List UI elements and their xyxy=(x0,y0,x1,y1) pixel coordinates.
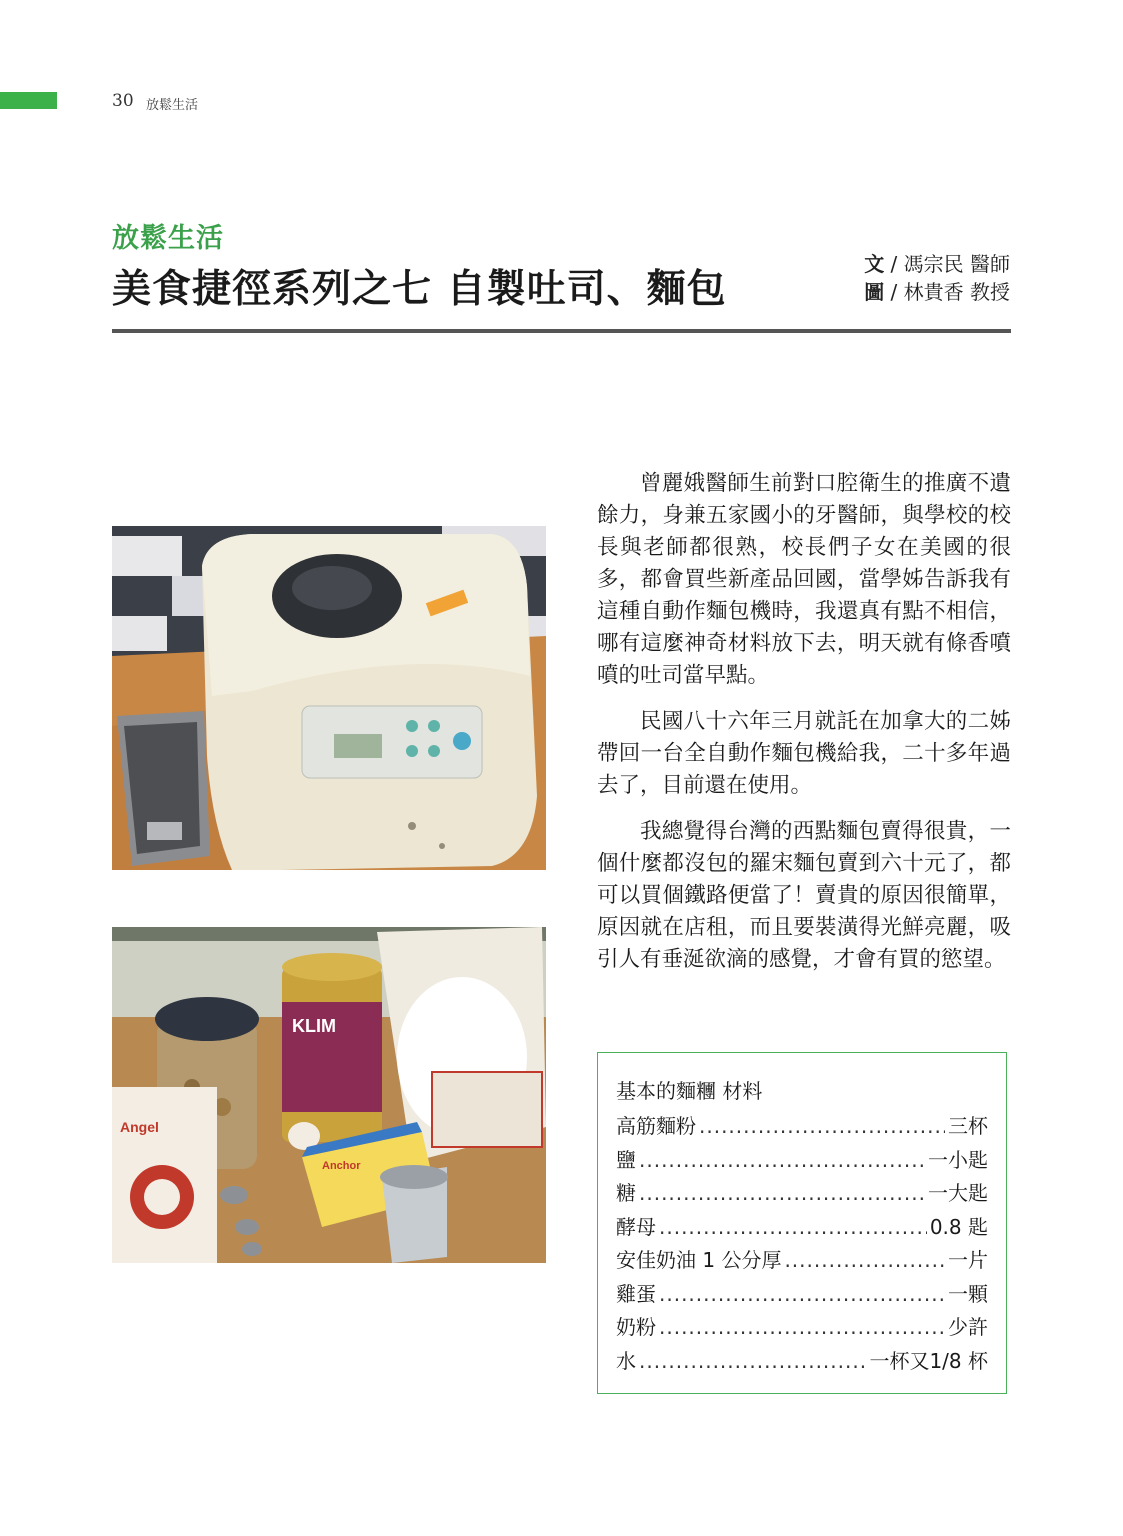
byline-writer: 文 / 馮宗民 醫師 xyxy=(864,252,1010,276)
recipe-item xyxy=(616,1177,988,1211)
dot-leader xyxy=(784,1248,945,1272)
dot-leader xyxy=(639,1349,866,1373)
article-kicker: 放鬆生活 xyxy=(112,223,224,254)
page-number: 30 xyxy=(112,91,134,111)
section-color-tab xyxy=(0,92,57,109)
article-body xyxy=(597,468,1011,990)
dot-leader xyxy=(659,1215,927,1239)
recipe-item xyxy=(616,1144,988,1178)
ingredient-qty: 一顆 xyxy=(948,1281,988,1306)
recipe-item xyxy=(616,1345,988,1379)
angel-label: Angel xyxy=(120,1119,159,1135)
dot-leader xyxy=(699,1114,945,1138)
ingredients-photo xyxy=(112,927,546,1263)
dot-leader xyxy=(659,1315,945,1339)
recipe-item xyxy=(616,1278,988,1312)
byline-name: 馮宗民 醫師 xyxy=(903,252,1010,276)
article-paragraph: 民國八十六年三月就託在加拿大的二姊帶回一台全自動作麵包機給我，二十多年過去了，目前還在使用。 xyxy=(597,709,1011,798)
dot-leader xyxy=(639,1148,925,1172)
dot-leader xyxy=(639,1181,925,1205)
byline-role: 文 xyxy=(864,252,885,276)
article-title: 美食捷徑系列之七 自製吐司、麵包 xyxy=(112,267,727,312)
anchor-label: Anchor xyxy=(322,1160,361,1172)
ingredient-qty: 0.8 匙 xyxy=(929,1214,988,1239)
recipe-item xyxy=(616,1110,988,1144)
recipe-title: 基本的麵糰 材料 xyxy=(616,1079,763,1103)
recipe-item xyxy=(616,1211,988,1245)
bread-machine-photo xyxy=(112,526,546,870)
ingredient-name: 酵母 xyxy=(616,1214,656,1239)
ingredient-name: 水 xyxy=(616,1348,636,1373)
ingredient-qty: 一片 xyxy=(948,1248,988,1272)
byline-role: 圖 xyxy=(864,280,885,304)
title-rule xyxy=(112,329,1011,333)
recipe-item xyxy=(616,1244,988,1278)
byline-name: 林貴香 教授 xyxy=(903,280,1010,304)
dot-leader xyxy=(659,1282,945,1306)
ingredient-name: 鹽 xyxy=(616,1147,636,1172)
recipe-box xyxy=(597,1052,1007,1394)
ingredient-name: 糖 xyxy=(616,1181,636,1205)
klim-label: KLIM xyxy=(292,1016,336,1036)
ingredient-qty: 三杯 xyxy=(948,1114,988,1138)
recipe-item xyxy=(616,1311,988,1345)
byline xyxy=(864,250,1010,306)
byline-photographer: 圖 / 林貴香 教授 xyxy=(864,280,1010,304)
ingredient-name: 雞蛋 xyxy=(616,1281,656,1306)
ingredient-qty: 一大匙 xyxy=(928,1181,988,1205)
ingredient-qty: 一杯又1/8 杯 xyxy=(869,1348,988,1373)
article-paragraph: 我總覺得台灣的西點麵包賣得很貴，一個什麼都沒包的羅宋麵包賣到六十元了，都可以買個鐵路便當了！賣貴的原因很簡單，原因就在店租，而且要裝潢得光鮮亮麗，吸引人有垂涎欲滴的感覺，才會有買的慾望。 xyxy=(597,819,1011,972)
ingredient-name: 奶粉 xyxy=(616,1315,656,1339)
ingredient-qty: 一小匙 xyxy=(928,1147,988,1172)
ingredient-qty: 少許 xyxy=(948,1315,988,1339)
article-paragraph: 曾麗娥醫師生前對口腔衛生的推廣不遺餘力，身兼五家國小的牙醫師，與學校的校長與老師都很熟，校長們子女在美國的很多，都會買些新產品回國，當學姊告訴我有這種自動作麵包機時，我還真有點不相信，哪有這麼神奇材料放下去，明天就有條香噴噴的吐司當早點。 xyxy=(597,471,1011,688)
running-header-section: 放鬆生活 xyxy=(146,98,199,113)
ingredient-name: 安佳奶油 1 公分厚 xyxy=(616,1248,782,1272)
ingredient-name: 高筋麵粉 xyxy=(616,1114,696,1138)
